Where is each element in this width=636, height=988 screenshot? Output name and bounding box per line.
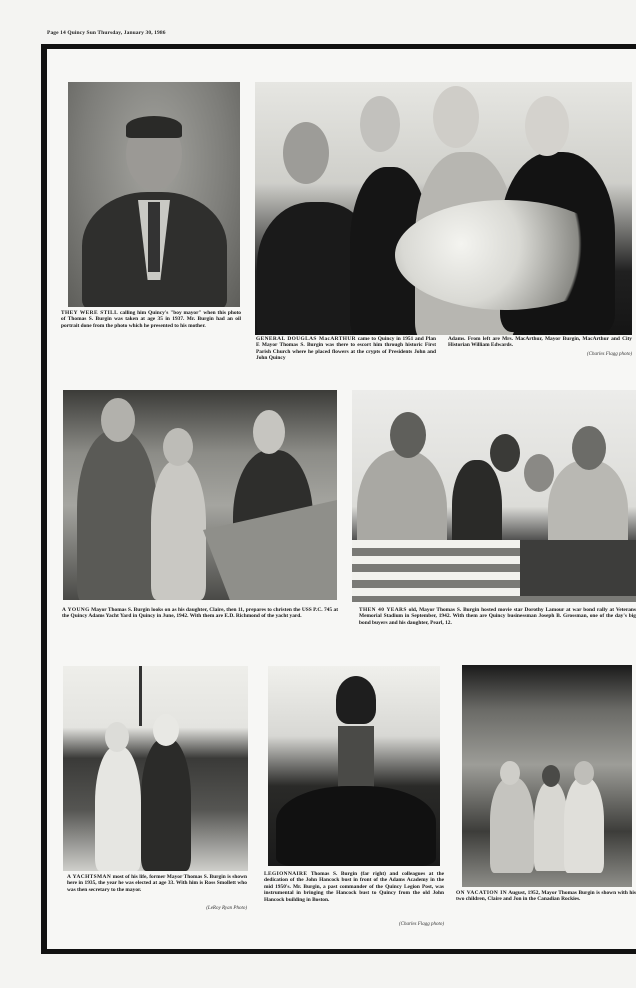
flowers-shape xyxy=(395,200,615,310)
head-shape xyxy=(524,454,554,492)
head-shape xyxy=(163,428,193,466)
caption-boy-mayor: THEY WERE STILL calling him Quincy's "boy mayor" when this photo of Thomas S. Burgin was taken at age 35 in 1937. Mr. Burgin had an oil portrait done from the photo which he presented to his mother. xyxy=(61,310,242,329)
caption-bond-rally: THEN 40 YEARS old, Mayor Thomas S. Burgin hosted movie star Dorothy Lamour at war bond rally at Veterans Memorial Stadium in September, 1942. With them are Quincy businessman Joseph B. Grossman, one of the day's big bond buyers and his daughter, Pearl, 12. xyxy=(359,607,636,626)
photo-bond-rally xyxy=(352,390,636,602)
caption-yachtsman: A YACHTSMAN most of his life, former Mayor Thomas S. Burgin is shown here in 1935, the year he was elected at age 33. With him is Ross Smollett who was then secretary to the mayor. xyxy=(67,874,247,893)
flag-stars xyxy=(520,540,636,596)
page-header: Page 14 Quincy Sun Thursday, January 30, 1986 xyxy=(47,30,166,36)
caption-vacation: ON VACATION IN August, 1952, Mayor Thomas Burgin is shown with his two children, Claire and Jon in the Canadian Rockies. xyxy=(456,890,636,903)
photo-macarthur-visit xyxy=(255,82,632,335)
credit-legionnaire: (Charles Flagg photo) xyxy=(399,922,444,927)
figure-claire xyxy=(534,781,568,871)
photo-legionnaire xyxy=(268,666,440,866)
photo-vacation xyxy=(462,665,632,887)
head-shape xyxy=(105,722,129,752)
photo-boy-mayor-portrait xyxy=(68,82,240,307)
head-shape xyxy=(390,412,426,458)
head-shape xyxy=(283,122,329,184)
figure-burgin xyxy=(141,738,191,871)
caption-legionnaire: LEGIONNAIRE Thomas S. Burgin (far right) and colleagues at the dedication of the John Hancock bust in front of the Adams Academy in the mid 1950's. Mr. Burgin, a past commander of the Quincy Legion Post, was instrumental in bringing the Hancock bust to Quincy from the old John Hancock building in Boston. xyxy=(264,871,444,903)
tie-shape xyxy=(148,202,160,272)
figure-group xyxy=(276,786,436,866)
mast-shape xyxy=(139,666,142,726)
head-shape xyxy=(542,765,560,787)
figure-smollett xyxy=(95,746,141,871)
credit-yachtsman: (LeRoy Ryan Photo) xyxy=(206,906,247,911)
bust-shape xyxy=(336,676,376,724)
figure-claire xyxy=(151,460,206,600)
figure-jon xyxy=(564,777,604,873)
head-shape xyxy=(490,434,520,472)
head-shape xyxy=(433,86,479,148)
head-shape xyxy=(572,426,606,470)
caption-macarthur-2: Adams. From left are Mrs. MacArthur, Mayor Burgin, MacArthur and City Historian William Edwards. xyxy=(448,336,632,349)
head-shape xyxy=(153,714,179,746)
head-shape xyxy=(101,398,135,442)
figure-burgin xyxy=(77,430,157,600)
head-shape xyxy=(253,410,285,454)
caption-macarthur-1: GENERAL DOUGLAS MacARTHUR came to Quincy in 1951 and Plan E Mayor Thomas S. Burgin was there to escort him through historic First Parish Church where he placed flowers at the crypts of Presidents John and John Quincy xyxy=(256,336,437,362)
head-shape xyxy=(574,761,594,785)
photo-yacht-christening xyxy=(63,390,337,600)
caption-yacht-christening: A YOUNG Mayor Thomas S. Burgin looks on as his daughter, Claire, then 11, prepares to christen the USS P.C. 745 at the Quincy Adams Yacht Yard in Quincy in June, 1942. With them are E.D. Richmond of the yacht yard. xyxy=(62,607,338,620)
head-shape xyxy=(525,96,569,156)
head-shape xyxy=(360,96,400,152)
head-shape xyxy=(500,761,520,785)
figure-burgin xyxy=(490,777,534,873)
credit-macarthur: (Charles Flagg photo) xyxy=(587,352,632,357)
hair-shape xyxy=(126,116,182,138)
photo-yachtsman xyxy=(63,666,248,871)
